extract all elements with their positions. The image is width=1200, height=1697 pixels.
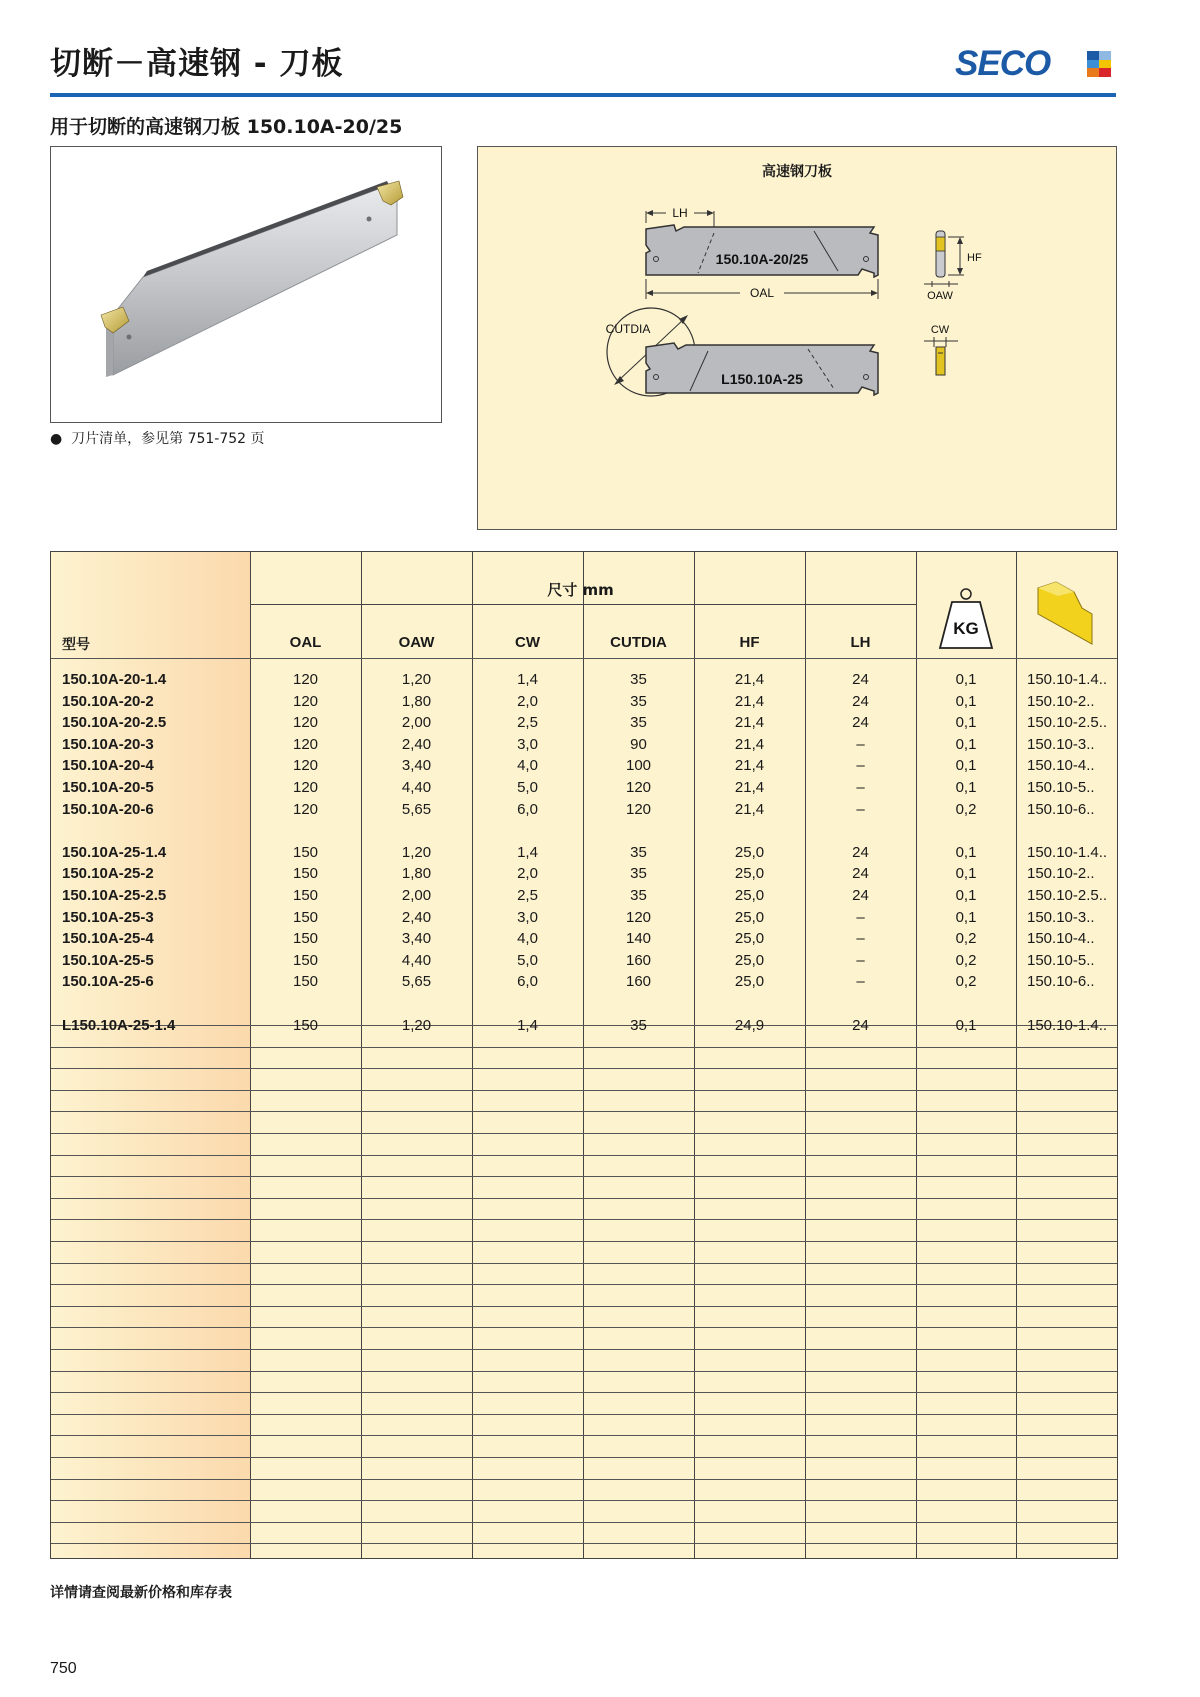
cell-cw: 5,0: [517, 779, 538, 796]
cell-cw: 3,0: [517, 908, 538, 926]
header-cw: CW: [515, 634, 540, 651]
row-type-code: 150.10A-20-3: [62, 735, 154, 753]
cell-hf: 21,4: [734, 800, 765, 818]
cell-lh: –: [856, 779, 865, 796]
dim-hf-label: HF: [967, 252, 982, 264]
cell-hf: 25,0: [734, 843, 765, 861]
title-rule: [50, 93, 1116, 97]
cell-oaw: 3,40: [401, 930, 432, 948]
cell-cw: 1,4: [517, 671, 538, 688]
cell-oaw: 3,40: [401, 757, 432, 775]
insert-list-note-text: 刀片清单，参见第 751-752 页: [71, 431, 265, 447]
cell-cutdia: 35: [630, 1016, 647, 1034]
cell-oal: 150: [292, 887, 319, 904]
cell-insert: 150.10-1.4..: [1027, 843, 1108, 861]
cell-weight: 0,1: [955, 1016, 977, 1034]
cell-weight: 0,1: [955, 887, 977, 904]
cell-cutdia: 35: [630, 714, 647, 732]
empty-row-line: [51, 1371, 1117, 1372]
brand-mark-icon: [1087, 51, 1111, 77]
cell-lh: 24: [852, 887, 869, 904]
cell-oaw: 4,40: [401, 779, 432, 796]
cell-oaw: 5,65: [401, 973, 432, 991]
row-type-code: 150.10A-20-2.5: [62, 714, 167, 732]
cell-cutdia: 35: [630, 865, 647, 883]
cell-cutdia: 90: [630, 735, 647, 753]
insert-list-note: [50, 428, 265, 448]
weight-kg-icon: [916, 552, 1016, 658]
weight-header: KG: [953, 619, 979, 638]
grid-line: [51, 658, 1117, 659]
empty-row-line: [51, 1327, 1117, 1328]
empty-row-line: [51, 1349, 1117, 1350]
cell-oal: 150: [292, 1016, 319, 1034]
cell-cw: 6,0: [517, 800, 538, 818]
cell-lh: 24: [852, 714, 869, 732]
blade-bottom-label: L150.10A-25: [721, 371, 803, 387]
cell-insert: 150.10-6..: [1027, 800, 1095, 818]
cell-oaw: 1,20: [401, 843, 432, 861]
dimensions-group-header: 尺寸 mm: [547, 581, 614, 599]
cell-cw: 5,0: [517, 951, 538, 969]
cell-cw: 2,5: [517, 714, 538, 732]
empty-row-line: [51, 1068, 1117, 1069]
cell-oal: 150: [292, 973, 319, 991]
cell-insert: 150.10-2..: [1027, 865, 1095, 883]
cell-oal: 150: [292, 843, 319, 861]
cell-weight: 0,1: [955, 908, 977, 926]
cell-weight: 0,2: [955, 800, 977, 818]
cell-insert: 150.10-3..: [1027, 735, 1095, 753]
row-type-code: 150.10A-20-1.4: [62, 671, 167, 688]
brand-name: SECO: [955, 44, 1051, 83]
cell-hf: 25,0: [734, 887, 765, 904]
cell-oaw: 1,80: [401, 692, 432, 710]
empty-row-line: [51, 1284, 1117, 1285]
empty-row-line: [51, 1543, 1117, 1544]
cell-lh: –: [856, 757, 865, 775]
cell-hf: 25,0: [734, 865, 765, 883]
product-photo: [50, 146, 442, 423]
row-type-code: 150.10A-25-2.5: [62, 887, 167, 904]
header-oal: OAL: [289, 634, 322, 651]
row-type-code: 150.10A-20-4: [62, 757, 154, 775]
header-oaw: OAW: [398, 634, 435, 651]
product-table: [50, 551, 1118, 1559]
dim-lh-label: LH: [672, 206, 688, 220]
cell-cw: 4,0: [517, 757, 538, 775]
row-type-code: 150.10A-25-1.4: [62, 843, 167, 861]
grid-line: [250, 604, 916, 605]
cell-weight: 0,1: [955, 779, 977, 796]
cell-hf: 25,0: [734, 908, 765, 926]
cell-lh: –: [856, 908, 865, 926]
empty-row-line: [51, 1155, 1117, 1156]
cell-lh: –: [856, 800, 865, 818]
cell-weight: 0,1: [955, 692, 977, 710]
type-column-header: 型号: [62, 637, 90, 653]
cell-oal: 120: [292, 757, 319, 775]
blade-dimension-drawing: [478, 147, 1116, 529]
header-lh: LH: [850, 634, 871, 651]
cell-cw: 3,0: [517, 735, 538, 753]
cell-oal: 150: [292, 865, 319, 883]
empty-row-line: [51, 1219, 1117, 1220]
cell-insert: 150.10-4..: [1027, 757, 1095, 775]
cell-cw: 1,4: [517, 1016, 538, 1034]
empty-row-line: [51, 1198, 1117, 1199]
empty-row-line: [51, 1090, 1117, 1091]
cell-insert: 150.10-1.4..: [1027, 1016, 1108, 1034]
header-hf: HF: [739, 634, 760, 651]
cell-lh: –: [856, 973, 865, 991]
page-title: 切断－高速钢 - 刀板: [50, 46, 344, 82]
cell-cw: 2,5: [517, 887, 538, 904]
dim-cutdia-label: CUTDIA: [605, 322, 651, 336]
row-type-code: L150.10A-25-1.4: [62, 1016, 176, 1034]
cell-insert: 150.10-5..: [1027, 779, 1095, 796]
cell-lh: 24: [852, 692, 869, 710]
cell-insert: 150.10-1.4..: [1027, 671, 1108, 688]
cell-lh: –: [856, 951, 865, 969]
cell-insert: 150.10-5..: [1027, 951, 1095, 969]
cell-cutdia: 120: [625, 908, 652, 926]
cell-lh: –: [856, 735, 865, 753]
row-type-code: 150.10A-25-3: [62, 908, 154, 926]
cell-weight: 0,1: [955, 843, 977, 861]
cell-weight: 0,1: [955, 671, 977, 688]
cell-insert: 150.10-6..: [1027, 973, 1095, 991]
cell-cutdia: 140: [625, 930, 652, 948]
header-cutdia: CUTDIA: [610, 634, 667, 651]
row-type-code: 150.10A-20-5: [62, 779, 154, 796]
cell-cw: 4,0: [517, 930, 538, 948]
cell-cutdia: 35: [630, 692, 647, 710]
cell-insert: 150.10-2.5..: [1027, 714, 1108, 732]
cell-cutdia: 120: [625, 800, 652, 818]
blade-render: [51, 147, 441, 422]
cell-oal: 120: [292, 692, 319, 710]
cell-lh: 24: [852, 865, 869, 883]
cell-oaw: 1,20: [401, 671, 432, 688]
dim-oal-label: OAL: [749, 286, 775, 300]
cell-cutdia: 120: [625, 779, 652, 796]
cell-weight: 0,2: [955, 973, 977, 991]
cell-oal: 150: [292, 908, 319, 926]
cell-insert: 150.10-4..: [1027, 930, 1095, 948]
empty-row-line: [51, 1306, 1117, 1307]
empty-row-line: [51, 1241, 1117, 1242]
cell-cutdia: 160: [625, 973, 652, 991]
dim-cw-label: CW: [930, 324, 950, 336]
page-number: 750: [50, 1660, 77, 1677]
cell-oaw: 1,20: [401, 1016, 432, 1034]
cell-oaw: 1,80: [401, 865, 432, 883]
empty-row-line: [51, 1414, 1117, 1415]
cell-insert: 150.10-3..: [1027, 908, 1095, 926]
row-type-code: 150.10A-25-6: [62, 973, 154, 991]
cell-cutdia: 35: [630, 671, 647, 688]
cell-hf: 21,4: [734, 779, 765, 796]
cell-oaw: 2,00: [401, 887, 432, 904]
empty-row-line: [51, 1176, 1117, 1177]
empty-row-line: [51, 1479, 1117, 1480]
cell-oal: 120: [292, 735, 319, 753]
cell-cw: 1,4: [517, 843, 538, 861]
cell-cutdia: 160: [625, 951, 652, 969]
empty-row-line: [51, 1111, 1117, 1112]
cell-oal: 120: [292, 671, 319, 688]
cell-oaw: 4,40: [401, 951, 432, 969]
cell-weight: 0,1: [955, 735, 977, 753]
subtitle: 用于切断的高速钢刀板 150.10A-20/25: [50, 116, 403, 138]
cell-oaw: 2,40: [401, 735, 432, 753]
cell-insert: 150.10-2..: [1027, 692, 1095, 710]
cell-cutdia: 100: [625, 757, 652, 775]
cell-oaw: 2,40: [401, 908, 432, 926]
empty-row-line: [51, 1500, 1117, 1501]
dimension-diagram: [477, 146, 1117, 530]
cell-lh: 24: [852, 843, 869, 861]
blade-top-label: 150.10A-20/25: [715, 251, 809, 267]
footer-note: 详情请查阅最新价格和库存表: [50, 1585, 232, 1601]
row-type-code: 150.10A-25-5: [62, 951, 154, 969]
cell-hf: 21,4: [734, 735, 765, 753]
cell-hf: 25,0: [734, 930, 765, 948]
cell-lh: –: [856, 930, 865, 948]
cell-weight: 0,1: [955, 865, 977, 883]
insert-icon: [1016, 552, 1117, 658]
dim-oaw-label: OAW: [927, 290, 953, 302]
empty-row-line: [51, 1133, 1117, 1134]
empty-row-line: [51, 1435, 1117, 1436]
cell-oaw: 5,65: [401, 800, 432, 818]
empty-row-line: [51, 1457, 1117, 1458]
empty-row-line: [51, 1263, 1117, 1264]
cell-hf: 21,4: [734, 757, 765, 775]
cell-weight: 0,2: [955, 930, 977, 948]
empty-row-line: [51, 1047, 1117, 1048]
cell-hf: 25,0: [734, 951, 765, 969]
cell-hf: 21,4: [734, 714, 765, 732]
cell-cw: 6,0: [517, 973, 538, 991]
cell-lh: 24: [852, 671, 869, 688]
cell-cutdia: 35: [630, 887, 647, 904]
cell-oal: 120: [292, 800, 319, 818]
grid-line: [1016, 552, 1017, 1558]
row-type-code: 150.10A-20-2: [62, 692, 154, 710]
cell-cw: 2,0: [517, 865, 538, 883]
bullet-icon: ●: [50, 431, 72, 447]
empty-row-line: [51, 1392, 1117, 1393]
row-type-code: 150.10A-20-6: [62, 800, 154, 818]
cell-oal: 150: [292, 951, 319, 969]
cell-cw: 2,0: [517, 692, 538, 710]
diagram-title: 高速钢刀板: [762, 164, 832, 180]
cell-insert: 150.10-2.5..: [1027, 887, 1108, 904]
cell-oal: 150: [292, 930, 319, 948]
cell-lh: 24: [852, 1016, 869, 1034]
cell-weight: 0,1: [955, 757, 977, 775]
seco-logo: [955, 44, 1115, 84]
cell-oal: 120: [292, 714, 319, 732]
cell-oal: 120: [292, 779, 319, 796]
cell-cutdia: 35: [630, 843, 647, 861]
row-type-code: 150.10A-25-4: [62, 930, 154, 948]
cell-hf: 21,4: [734, 671, 765, 688]
cell-weight: 0,1: [955, 714, 977, 732]
cell-oaw: 2,00: [401, 714, 432, 732]
cell-hf: 21,4: [734, 692, 765, 710]
row-type-code: 150.10A-25-2: [62, 865, 154, 883]
cell-hf: 25,0: [734, 973, 765, 991]
empty-row-line: [51, 1522, 1117, 1523]
cell-weight: 0,2: [955, 951, 977, 969]
cell-hf: 24,9: [734, 1016, 765, 1034]
